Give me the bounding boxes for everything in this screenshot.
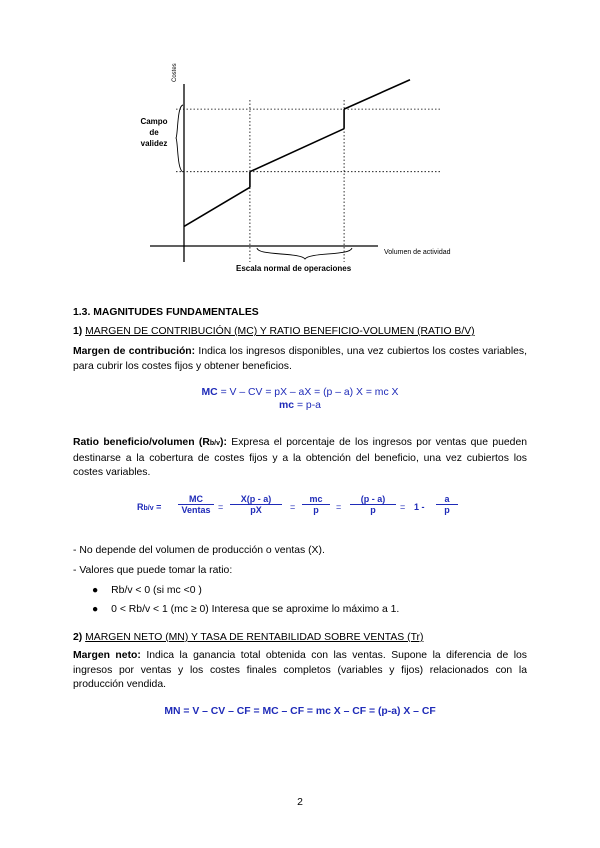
mn-formula: MN = V – CV – CF = MC – CF = mc X – CF = (p-a) X – CF — [164, 706, 436, 717]
rbv-frac-4: (p - a) p — [350, 494, 396, 515]
mc-formula-2: mc = p-a — [279, 400, 321, 411]
subsection-1-heading: 1) MARGEN DE CONTRIBUCIÓN (MC) Y RATIO BENEFICIO-VOLUMEN (RATIO B/V) — [73, 326, 475, 337]
scale-label: Escala normal de operaciones — [236, 264, 352, 273]
note-1: - No depende del volumen de producción o ventas (X). — [73, 545, 325, 556]
cost-line-segment-0 — [184, 187, 250, 226]
cost-line-segment-4 — [344, 80, 410, 109]
note-2: - Valores que puede tomar la ratio: — [73, 565, 233, 576]
rbv-one: 1 - — [414, 502, 425, 512]
subsection-2-heading: 2) MARGEN NETO (MN) Y TASA DE RENTABILIDAD SOBRE VENTAS (Tr) — [73, 632, 424, 643]
rbv-eq-3: = — [336, 502, 342, 512]
rbv-eq-4: = — [400, 502, 406, 512]
validity-brace — [176, 105, 183, 172]
rbv-frac-2: X(p - a) pX — [230, 494, 282, 515]
rbv-frac-5: a p — [436, 494, 458, 515]
bullet-icon: ● — [92, 604, 99, 615]
y-axis-label: Costes — [172, 63, 178, 82]
bullet-icon: ● — [92, 585, 99, 596]
cost-line-segment-2 — [250, 129, 344, 172]
rbv-frac-1: MC Ventas — [178, 494, 214, 515]
rbv-eq-1: = — [218, 502, 224, 512]
page-number: 2 — [297, 797, 303, 808]
validity-label: Campo de validez — [140, 117, 168, 148]
mc-formula: MC = V – CV = pX – aX = (p – a) X = mc X — [201, 387, 399, 398]
mc-paragraph: Margen de contribución: Indica los ingresos disponibles, una vez cubiertos los costes variables, para cubrir los costes fijos y obtener beneficios. — [73, 346, 527, 372]
mn-paragraph: Margen neto: Indica la ganancia total obtenida con las ventas. Supone la diferencia de los ingresos por ventas y los costes finales completos (variables y fijos) relacionados con la producción vendida. — [73, 650, 528, 691]
ratio-paragraph: Ratio beneficio/volumen (Rb/v): Expresa el porcentaje de los ingresos por ventas que pueden destinarse a la cobertura de costes fijos y a la obtención del beneficio, una vez cubiertos los costes variables. — [73, 437, 528, 479]
section-title: 1.3. MAGNITUDES FUNDAMENTALES — [73, 307, 259, 318]
rbv-eq-2: = — [290, 502, 296, 512]
rbv-lhs: Rb/v = — [137, 502, 162, 512]
x-axis-label: Volumen de actividad — [384, 249, 451, 256]
cost-chart — [0, 0, 600, 290]
rbv-frac-3: mc p — [302, 494, 330, 515]
bullet-2: ● 0 < Rb/v < 1 (mc ≥ 0) Interesa que se aproxime lo máximo a 1. — [92, 604, 400, 615]
bullet-1: ● Rb/v < 0 (si mc <0 ) — [92, 585, 202, 596]
scale-brace — [257, 248, 352, 259]
